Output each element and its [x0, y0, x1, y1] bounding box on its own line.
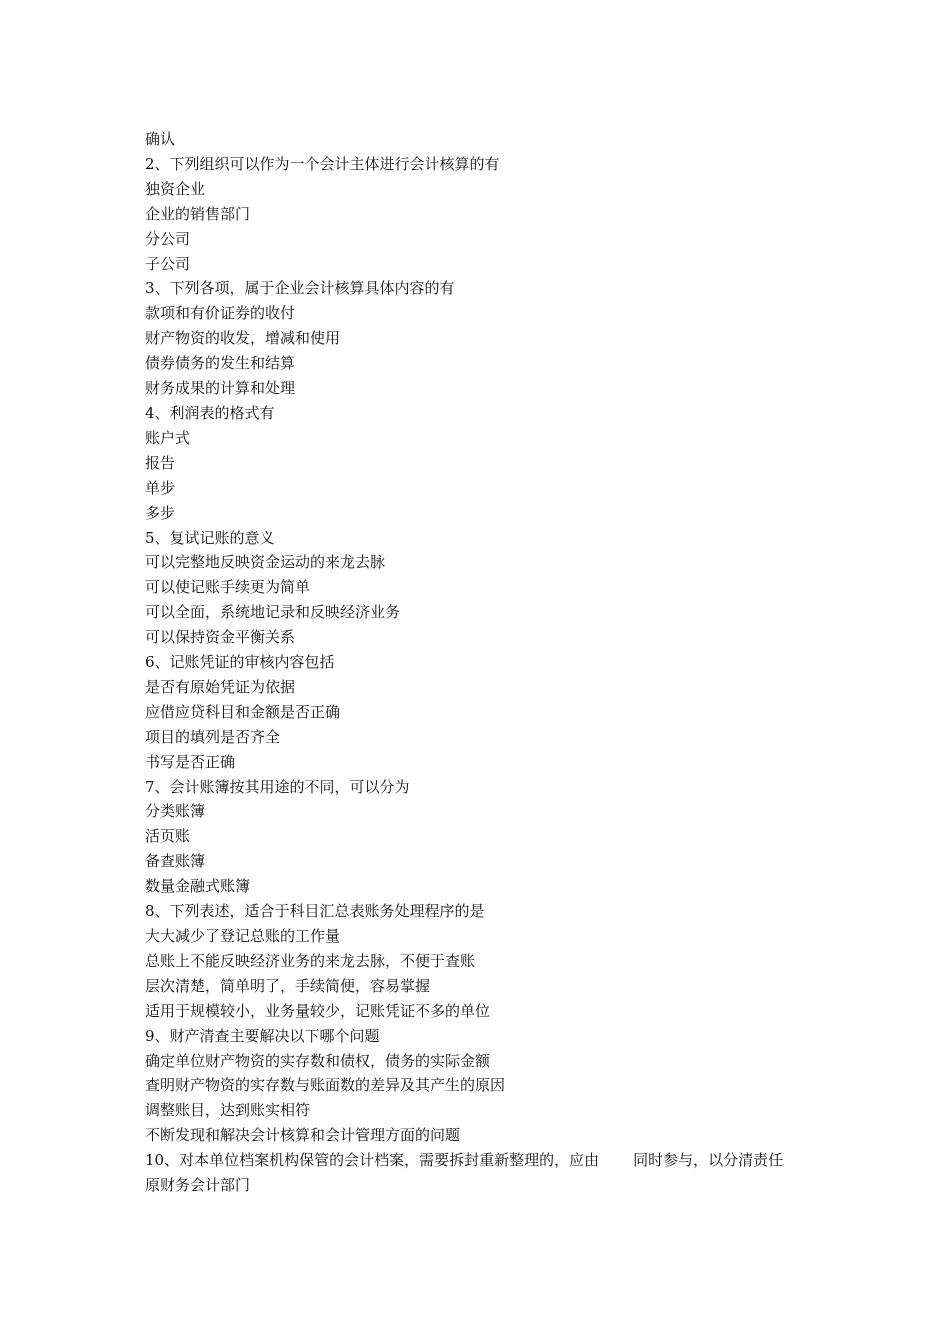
option-line: 书写是否正确: [145, 752, 236, 771]
text-line: 确认: [145, 130, 176, 148]
option-line: 多步: [145, 503, 176, 522]
option-line: 独资企业: [145, 179, 206, 198]
option-line: 分公司: [145, 229, 191, 248]
document-body: [145, 127, 825, 1198]
option-line: 可以保持资金平衡关系: [145, 628, 296, 647]
option-line: 可以使记账手续更为简单: [145, 578, 311, 597]
option-line: 大大减少了登记总账的工作量: [145, 927, 341, 945]
option-line: 调整账目，达到账实相符: [145, 1101, 311, 1120]
option-line: 活页账: [145, 827, 191, 846]
option-line: 款项和有价证券的收付: [145, 304, 296, 323]
option-line: 适用于规模较小，业务量较少，记账凭证不多的单位: [145, 1001, 491, 1020]
option-line: 数量金融式账簿: [145, 877, 251, 896]
option-line: 应借应贷科目和金额是否正确: [145, 702, 341, 721]
option-line: 企业的销售部门: [145, 204, 251, 223]
question-10-part-1: 10、对本单位档案机构保管的会计档案，需要拆封重新整理的，应由: [145, 1151, 600, 1170]
question-7: 7、会计账簿按其用途的不同，可以分为: [145, 777, 410, 796]
option-line: 分类账簿: [145, 802, 206, 821]
option-line: 财产物资的收发，增减和使用: [145, 329, 341, 348]
option-line: 单步: [145, 478, 176, 497]
question-9: 9、财产清查主要解决以下哪个问题: [145, 1026, 380, 1045]
option-line: 查明财产物资的实存数与账面数的差异及其产生的原因: [145, 1076, 506, 1095]
question-10-part-2: 同时参与，以分清责任: [633, 1151, 784, 1170]
question-5: 5、复试记账的意义: [145, 528, 275, 547]
question-2: 2、下列组织可以作为一个会计主体进行会计核算的有: [145, 154, 500, 173]
option-line: 账户式: [145, 428, 191, 447]
question-8: 8、下列表述，适合于科目汇总表账务处理程序的是: [145, 902, 485, 921]
option-line: 是否有原始凭证为依据: [145, 677, 296, 696]
option-line: 债券债务的发生和结算: [145, 354, 296, 373]
question-4: 4、利润表的格式有: [145, 403, 275, 422]
option-line: 不断发现和解决会计核算和会计管理方面的问题: [145, 1126, 461, 1145]
option-line: 确定单位财产物资的实存数和债权，债务的实际金额: [145, 1051, 491, 1070]
option-line: 层次清楚，简单明了，手续简便，容易掌握: [145, 976, 431, 995]
question-10: [145, 1148, 825, 1173]
option-line: 可以全面，系统地记录和反映经济业务: [145, 603, 401, 622]
option-line: 财务成果的计算和处理: [145, 379, 296, 398]
option-line: 报告: [145, 453, 176, 472]
option-line: 总账上不能反映经济业务的来龙去脉，不便于查账: [145, 951, 476, 970]
question-3: 3、下列各项，属于企业会计核算具体内容的有: [145, 279, 455, 298]
option-line: 原财务会计部门: [145, 1176, 251, 1195]
option-line: 备查账簿: [145, 852, 206, 871]
question-6: 6、记账凭证的审核内容包括: [145, 653, 335, 672]
option-line: 项目的填列是否齐全: [145, 727, 281, 746]
option-line: 可以完整地反映资金运动的来龙去脉: [145, 553, 386, 572]
option-line: 子公司: [145, 254, 191, 273]
